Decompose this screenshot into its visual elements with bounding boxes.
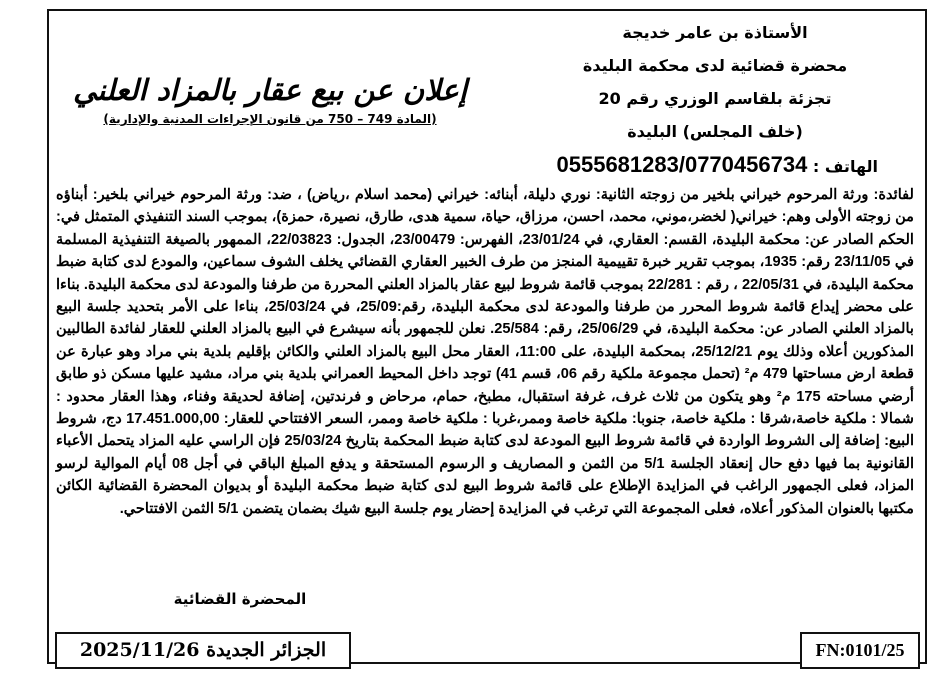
- notice-title-block: [50, 70, 490, 128]
- newspaper-date-box: الجزائر الجديدة 2025/11/26: [55, 632, 351, 669]
- bailiff-name: الأستاذة بن عامر خديجة: [622, 23, 808, 42]
- notice-body: لفائدة: ورثة المرحوم خيراني بلخير من زوجته الثانية: نوري دليلة، أبنائه: خيراني (محمد اسلام ،رياض) ، ضد: ورثة المرحوم خيراني بلخير: أبناؤه من زوجته الأولى وهم: خيراني( لخضر،موني، محمد، احسن، مرزاق، حياة، سمية هدى، طارق، نصيرة، حمزة)، بموجب السند التنفيذي المتمثل في: الحكم الصادر عن: محكمة البليدة، القسم: العقاري، في 23/01/24، الفهرس: 23/00479، الجدول: 22/03823، الممهور بالصيغة التنفيذية المسلمة في 23/11/05 رقم: 1935، بموجب تقرير خبرة تقييمية المنجز من طرف الخبير العقاري القضائي يخلف الشوف سماعين، والمودع لدى كتابة ضبط محكمة البليدة، في 22/05/31 ، رقم : 22/281 بموجب قائمة شروط لبيع عقار بالمزاد العلني المحررة من طرفنا والمودعة لدى محكمة البليدة. بناءا على محضر إيداع قائمة شروط المحرر من طرفنا والمودعة لدى محكمة البليدة، رقم:25/09، في 25/03/24، بناءا على الأمر بتحديد جلسة البيع بالمزاد العلني الصادر عن: محكمة البليدة، في 25/06/29، رقم: 25/584. نعلن للجمهور بأنه سيشرع في البيع بالمزاد العلني للعقار لفائدة الطالبين المذكورين أعلاه وذلك يوم 25/12/21، بمحكمة البليدة، على 11:00، العقار محل البيع بالمزاد العلني والكائن بإقليم بلدية بني مراد وهو عبارة عن قطعة ارض مساحتها 479 م² (تحمل مجموعة ملكية رقم 06، قسم 41) توجد داخل المحيط العمراني بلدية بني مراد، مشيد عليها مسكن ذو طابق أرضي مساحته 175 م² وهو يتكون من ثلاث غرف، غرفة استقبال، مطبخ، حمام، مرحاض و فرندتين، إضافة لحديقة وفناء، وهذا العقار محدود : شمالا : ملكية خاصة،شرقا : ملكية خاصة، جنوبا: ملكية خاصة وممر،غربا : ملكية خاصة وممر، السعر الافتتاحي للعقار: 17.451.000,00 دج، شروط البيع: إضافة إلى الشروط الواردة في قائمة شروط البيع المودعة لدى كتابة ضبط المحكمة بتاريخ 25/03/24 فإن الراسي عليه المزاد يتحمل الأعباء القانونية بما فيها دفع حال إنعقاد الجلسة 5/1 من الثمن و المصاريف و الرسوم المستحقة و يدفع المبلغ الباقي في أجل 08 أيام الموالية لرسو المزاد، فعلى الجمهور الراغب في المزايدة الإطلاع على قائمة شروط البيع لدى كتابة ضبط محكمة البليدة أو بديوان المحضرة القضائية الكائن مكتبها بالعنوان المذكور أعلاه، فعلى المجموعة التي ترغب في المزايدة إحضار يوم جلسة البيع شيك بضمان يتضمن 5/1 الثمن الافتتاحي.: [56, 187, 915, 517]
- phone-line: [500, 148, 930, 183]
- bailiff-office-header: [500, 16, 930, 183]
- signature: المحضرة القضائية: [173, 590, 307, 608]
- notice-title: إعلان عن بيع عقار بالمزاد العلني: [73, 73, 467, 107]
- reference-box: FN:0101/25: [800, 632, 920, 669]
- notice-subtitle: (المادة 749 – 750 من قانون الإجراءات المدنية والإدارية): [103, 112, 437, 126]
- address-line-1: تجزئة بلقاسم الوزري رقم 20: [598, 89, 832, 108]
- phone-numbers: 0555681283/0770456734: [556, 152, 808, 177]
- address-line-2: (خلف المجلس) البليدة: [627, 122, 803, 141]
- bailiff-role: محضرة قضائية لدى محكمة البليدة: [582, 56, 848, 75]
- phone-label: الهاتف :: [812, 157, 878, 176]
